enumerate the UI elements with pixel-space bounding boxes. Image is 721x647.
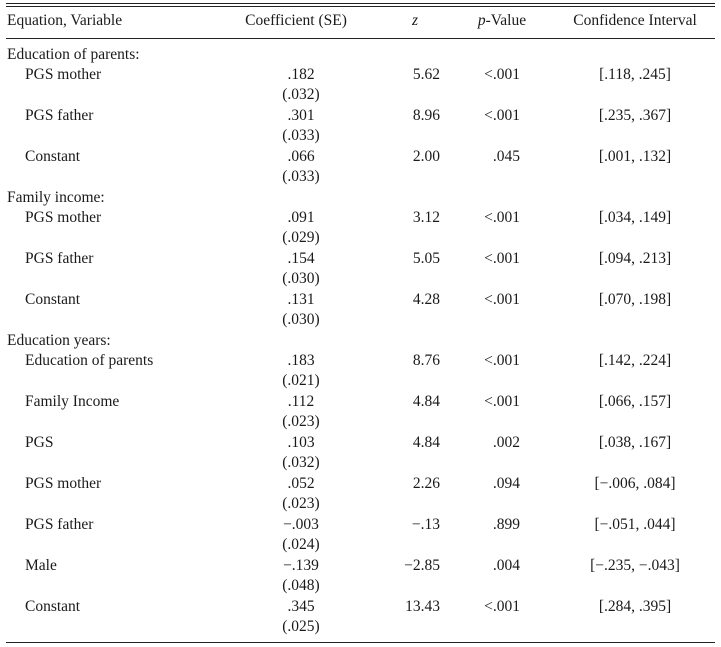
p-value: .045 xyxy=(492,148,520,165)
table-row xyxy=(0,290,721,328)
header-z: z xyxy=(411,12,419,29)
header-coefficient: Coefficient (SE) xyxy=(245,12,347,29)
confidence-interval: [.094, .213] xyxy=(598,250,672,267)
table-row xyxy=(0,249,721,287)
p-value: .002 xyxy=(492,434,520,451)
bottom-rule xyxy=(6,642,715,643)
confidence-interval: [.038, .167] xyxy=(598,434,672,451)
confidence-interval: [−.051, .044] xyxy=(594,516,676,533)
confidence-interval: [−.235, −.043] xyxy=(590,557,680,574)
row-label: PGS mother xyxy=(25,209,102,226)
header-p-rest: -Value xyxy=(485,12,527,29)
table-row xyxy=(0,147,721,185)
p-value: .094 xyxy=(492,475,520,492)
coefficient: .112 xyxy=(287,393,315,410)
p-value: <.001 xyxy=(484,107,520,124)
p-value: <.001 xyxy=(484,209,520,226)
standard-error: (.033) xyxy=(282,168,320,185)
p-value: <.001 xyxy=(484,393,520,410)
coefficient: .183 xyxy=(287,352,315,369)
row-label: Education of parents xyxy=(25,352,154,369)
z-value: −2.85 xyxy=(404,557,440,574)
standard-error: (.048) xyxy=(282,577,320,594)
header-ci: Confidence Interval xyxy=(573,12,697,29)
coefficient: −.003 xyxy=(283,516,319,533)
coefficient: .066 xyxy=(287,148,315,165)
standard-error: (.024) xyxy=(282,536,320,553)
coefficient: −.139 xyxy=(283,557,319,574)
row-label: Constant xyxy=(25,291,81,308)
table-row xyxy=(0,556,721,594)
header-variable: Equation, Variable xyxy=(7,12,123,29)
section-title: Education years: xyxy=(7,332,111,349)
standard-error: (.032) xyxy=(282,454,320,471)
confidence-interval: [.118, .245] xyxy=(599,66,671,83)
z-value: 3.12 xyxy=(412,209,440,226)
z-value: 2.00 xyxy=(412,148,440,165)
row-label: PGS mother xyxy=(25,66,102,83)
p-value: .899 xyxy=(492,516,520,533)
table-row xyxy=(0,65,721,103)
standard-error: (.033) xyxy=(282,127,320,144)
row-label: PGS xyxy=(25,434,54,451)
row-label: PGS father xyxy=(25,107,94,124)
row-label: PGS father xyxy=(25,250,94,267)
table-row xyxy=(0,474,721,512)
p-value: <.001 xyxy=(484,291,520,308)
z-value: −.13 xyxy=(411,516,440,533)
table-row xyxy=(0,433,721,471)
p-value: <.001 xyxy=(484,598,520,615)
z-value: 8.96 xyxy=(412,107,440,124)
coefficient: .182 xyxy=(287,66,315,83)
standard-error: (.025) xyxy=(282,618,320,635)
confidence-interval: [.066, .157] xyxy=(598,393,672,410)
table-row xyxy=(0,392,721,430)
row-label: Family Income xyxy=(25,393,120,410)
table-row xyxy=(0,351,721,389)
section-title: Family income: xyxy=(7,189,105,206)
confidence-interval: [.235, .367] xyxy=(598,107,672,124)
table-row xyxy=(0,106,721,144)
coefficient: .345 xyxy=(287,598,315,615)
section-title: Education of parents: xyxy=(7,46,140,63)
coefficient: .091 xyxy=(287,209,315,226)
row-label: Constant xyxy=(25,148,81,165)
row-label: PGS father xyxy=(25,516,94,533)
table-row xyxy=(0,208,721,246)
confidence-interval: [.034, .149] xyxy=(598,209,672,226)
coefficient: .131 xyxy=(287,291,315,308)
coefficient: .103 xyxy=(287,434,315,451)
standard-error: (.023) xyxy=(282,495,320,512)
table-row xyxy=(0,597,721,635)
p-value: <.001 xyxy=(484,352,520,369)
z-value: 5.62 xyxy=(412,66,440,83)
z-value: 13.43 xyxy=(405,598,440,615)
p-value: <.001 xyxy=(484,66,520,83)
row-label: Constant xyxy=(25,598,81,615)
z-value: 8.76 xyxy=(412,352,440,369)
row-label: Male xyxy=(25,557,57,574)
row-label: PGS mother xyxy=(25,475,102,492)
confidence-interval: [.070, .198] xyxy=(598,291,672,308)
z-value: 4.84 xyxy=(412,393,440,410)
p-value: <.001 xyxy=(484,250,520,267)
coefficient: .052 xyxy=(287,475,315,492)
z-value: 2.26 xyxy=(412,475,440,492)
confidence-interval: [.001, .132] xyxy=(598,148,672,165)
p-value: .004 xyxy=(492,557,520,574)
standard-error: (.021) xyxy=(282,372,320,389)
standard-error: (.030) xyxy=(282,311,320,328)
z-value: 5.05 xyxy=(412,250,440,267)
confidence-interval: [.284, .395] xyxy=(598,598,672,615)
confidence-interval: [.142, .224] xyxy=(598,352,672,369)
header-p-italic: p xyxy=(477,12,486,29)
confidence-interval: [−.006, .084] xyxy=(594,475,676,492)
standard-error: (.030) xyxy=(282,270,320,287)
coefficient: .301 xyxy=(287,107,315,124)
table-row xyxy=(0,515,721,553)
coefficient: .154 xyxy=(287,250,315,267)
standard-error: (.029) xyxy=(282,229,320,246)
standard-error: (.032) xyxy=(282,86,320,103)
standard-error: (.023) xyxy=(282,413,320,430)
z-value: 4.28 xyxy=(412,291,440,308)
z-value: 4.84 xyxy=(412,434,440,451)
